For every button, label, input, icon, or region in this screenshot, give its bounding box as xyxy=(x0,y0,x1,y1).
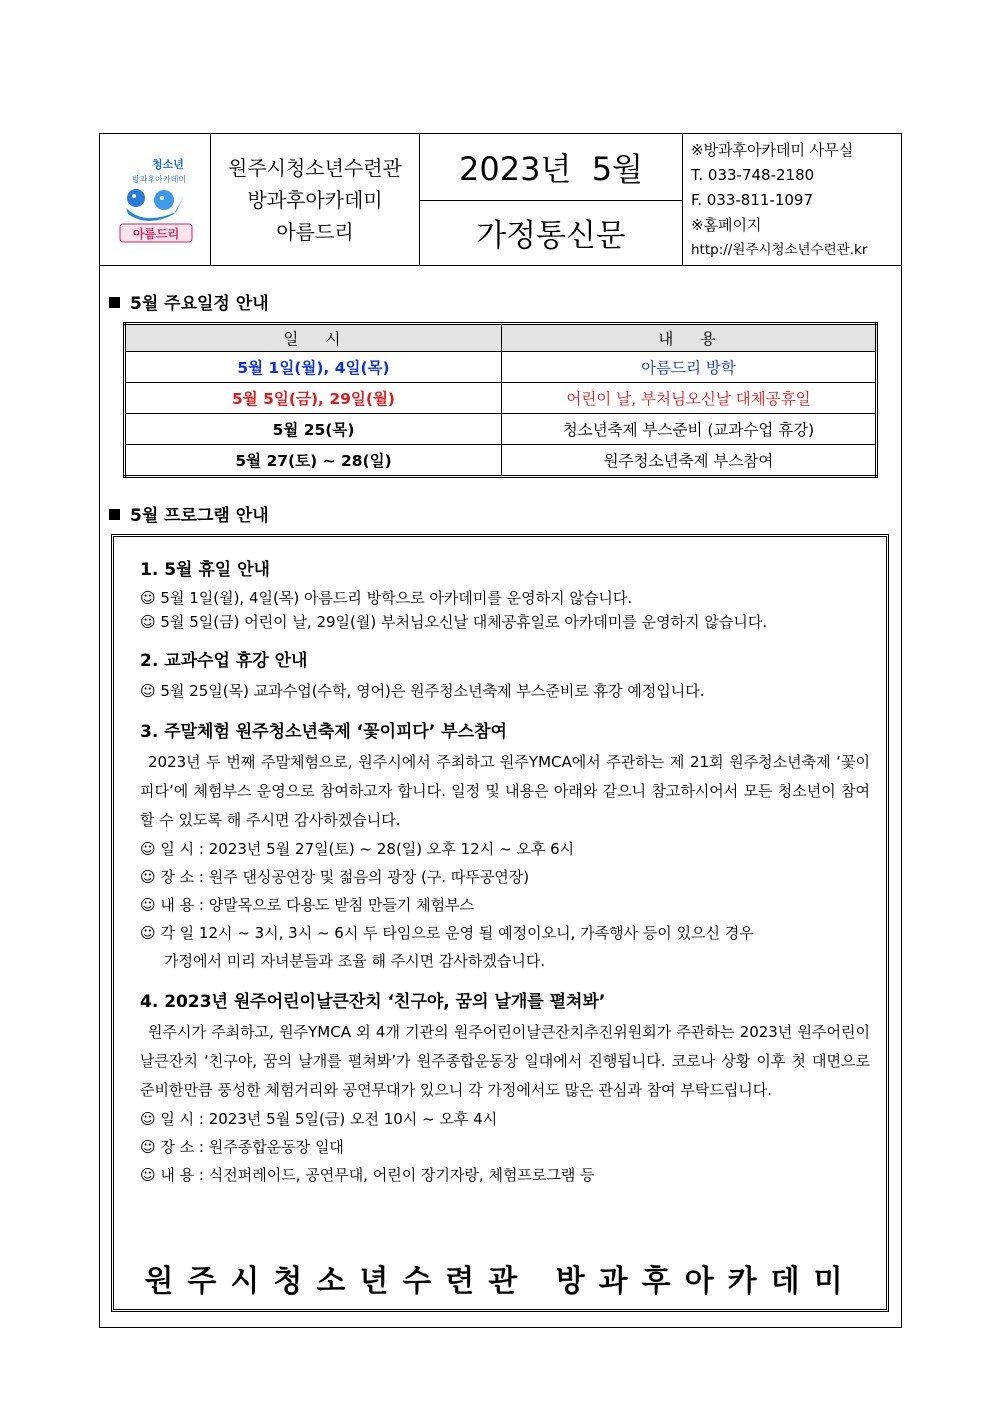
spacer xyxy=(140,975,870,987)
section-3-content: ☺ 내 용 : 양말목으로 다용도 받침 만들기 체험부스 xyxy=(140,896,475,914)
org-line-2: 방과후아카데미 xyxy=(247,187,383,212)
section-4-paragraph: 원주시가 주최하고, 원주YMCA 외 4개 기관의 원주어린이날큰잔치추진위원회가 주관하는 2023년 원주어린이날큰잔치 ‘친구야, 꿈의 날개를 펼쳐봐’가 원주종합운동장 일대에서 진행됩니다. 코로나 상황 이후 첫 대면으로 준비한만큼 풍성한 체험거리와 공연무대가 있으니 각 가정에서도 많은 관심과 참여 부탁드립니다. xyxy=(140,1023,870,1099)
col-content-header: 내 용 xyxy=(502,324,877,352)
schedule-table xyxy=(123,322,878,478)
section-3-note-cont: 가정에서 미리 자녀분들과 조율 해 주시면 감사하겠습니다. xyxy=(164,952,546,970)
homepage-label: ※홈페이지 xyxy=(691,216,762,234)
program-box xyxy=(111,534,889,1312)
section-4-date: ☺ 일 시 : 2023년 5월 5일(금) 오전 10시 ~ 오후 4시 xyxy=(140,1110,498,1128)
section-1-title: 1. 5월 휴일 안내 xyxy=(140,560,270,580)
schedule-content: 원주청소년축제 부스참여 xyxy=(502,445,877,477)
section-3-place: ☺ 장 소 : 원주 댄싱공연장 및 젊음의 광장 (구. 따뚜공연장) xyxy=(140,868,530,886)
schedule-content: 청소년축제 부스준비 (교과수업 휴강) xyxy=(502,414,877,445)
fax: F. 033-811-1097 xyxy=(691,191,814,209)
title-cell xyxy=(420,134,683,265)
schedule-header-row xyxy=(125,324,877,352)
svg-text:아름드리: 아름드리 xyxy=(132,227,180,241)
table-row xyxy=(125,414,877,445)
schedule-date: 5월 5일(금), 29일(월) xyxy=(125,383,502,414)
telephone: T. 033-748-2180 xyxy=(691,166,815,184)
schedule-date: 5월 27(토) ~ 28(일) xyxy=(125,445,502,477)
logo-cell xyxy=(100,134,211,265)
homepage-url[interactable]: http://원주시청소년수련관.kr xyxy=(691,242,868,258)
issue-date: 2023년 5월 xyxy=(420,134,682,201)
schedule-date: 5월 25(목) xyxy=(125,414,502,445)
footer-signature: 원주시청소년수련관 방과후아카데미 xyxy=(144,1264,857,1299)
svg-text:청소년: 청소년 xyxy=(152,158,184,171)
schedule-date: 5월 1일(월), 4일(목) xyxy=(125,352,502,383)
section-3-date: ☺ 일 시 : 2023년 5월 27일(토) ~ 28(일) 오후 12시 ~ 오후 6시 xyxy=(140,840,575,858)
section-4-title: 4. 2023년 원주어린이날큰잔치 ‘친구야, 꿈의 날개를 펼쳐봐’ xyxy=(140,992,606,1012)
square-bullet-icon xyxy=(109,509,120,520)
section-2-title: 2. 교과수업 휴강 안내 xyxy=(140,651,308,671)
col-date-header: 일 시 xyxy=(125,324,502,352)
table-row xyxy=(125,383,877,414)
schedule-content: 아름드리 방학 xyxy=(502,352,877,383)
header xyxy=(100,134,901,266)
section-3-paragraph: 2023년 두 번째 주말체험으로, 원주시에서 주최하고 원주YMCA에서 주관하는 제 21회 원주청소년축제 ‘꽃이피다’에 체험부스 운영으로 참여하고자 합니다. 일정 및 내용은 아래와 같으니 참고하시어서 모든 청소년이 참여할 수 있도록 해 주시면 감사하겠습니다. xyxy=(140,753,870,829)
program-content xyxy=(140,555,870,1189)
spacer xyxy=(140,634,870,646)
section-1-line-1: ☺ 5월 1일(월), 4일(목) 아름드리 방학으로 아카데미를 운영하지 않습니다. xyxy=(140,589,633,607)
document-title: 가정통신문 xyxy=(476,218,626,254)
table-row xyxy=(125,352,877,383)
square-bullet-icon xyxy=(109,297,120,308)
newsletter-frame xyxy=(99,133,902,1328)
section-3-title: 3. 주말체험 원주청소년축제 ‘꽃이피다’ 부스참여 xyxy=(140,722,507,742)
spacer xyxy=(140,705,870,717)
organization-name xyxy=(211,134,420,265)
org-line-1: 원주시청소년수련관 xyxy=(228,155,402,180)
section-3-note: ☺ 각 일 12시 ~ 3시, 3시 ~ 6시 두 타임으로 운영 될 예정이오니, 가족행사 등이 있으신 경우 xyxy=(140,924,754,942)
schedule-heading: 5월 주요일정 안내 xyxy=(109,289,269,314)
section-4-place: ☺ 장 소 : 원주종합운동장 일대 xyxy=(140,1138,344,1156)
org-line-3: 아름드리 xyxy=(276,219,354,244)
svg-text:방과후아카데미: 방과후아카데미 xyxy=(132,175,187,184)
section-2-line-1: ☺ 5월 25일(목) 교과수업(수학, 영어)은 원주청소년축제 부스준비로 휴강 예정입니다. xyxy=(140,682,705,700)
academy-logo xyxy=(114,156,198,244)
office-label: ※방과후아카데미 사무실 xyxy=(691,141,854,159)
table-row xyxy=(125,445,877,477)
section-1-line-2: ☺ 5월 5일(금) 어린이 날, 29일(월) 부처님오신날 대체공휴일로 아카데미를 운영하지 않습니다. xyxy=(140,613,768,631)
contact-info xyxy=(683,134,901,265)
program-heading: 5월 프로그램 안내 xyxy=(109,501,269,526)
schedule-content: 어린이 날, 부처님오신날 대체공휴일 xyxy=(502,383,877,414)
section-4-content: ☺ 내 용 : 식전퍼레이드, 공연무대, 어린이 장기자랑, 체험프로그램 등 xyxy=(140,1166,595,1184)
